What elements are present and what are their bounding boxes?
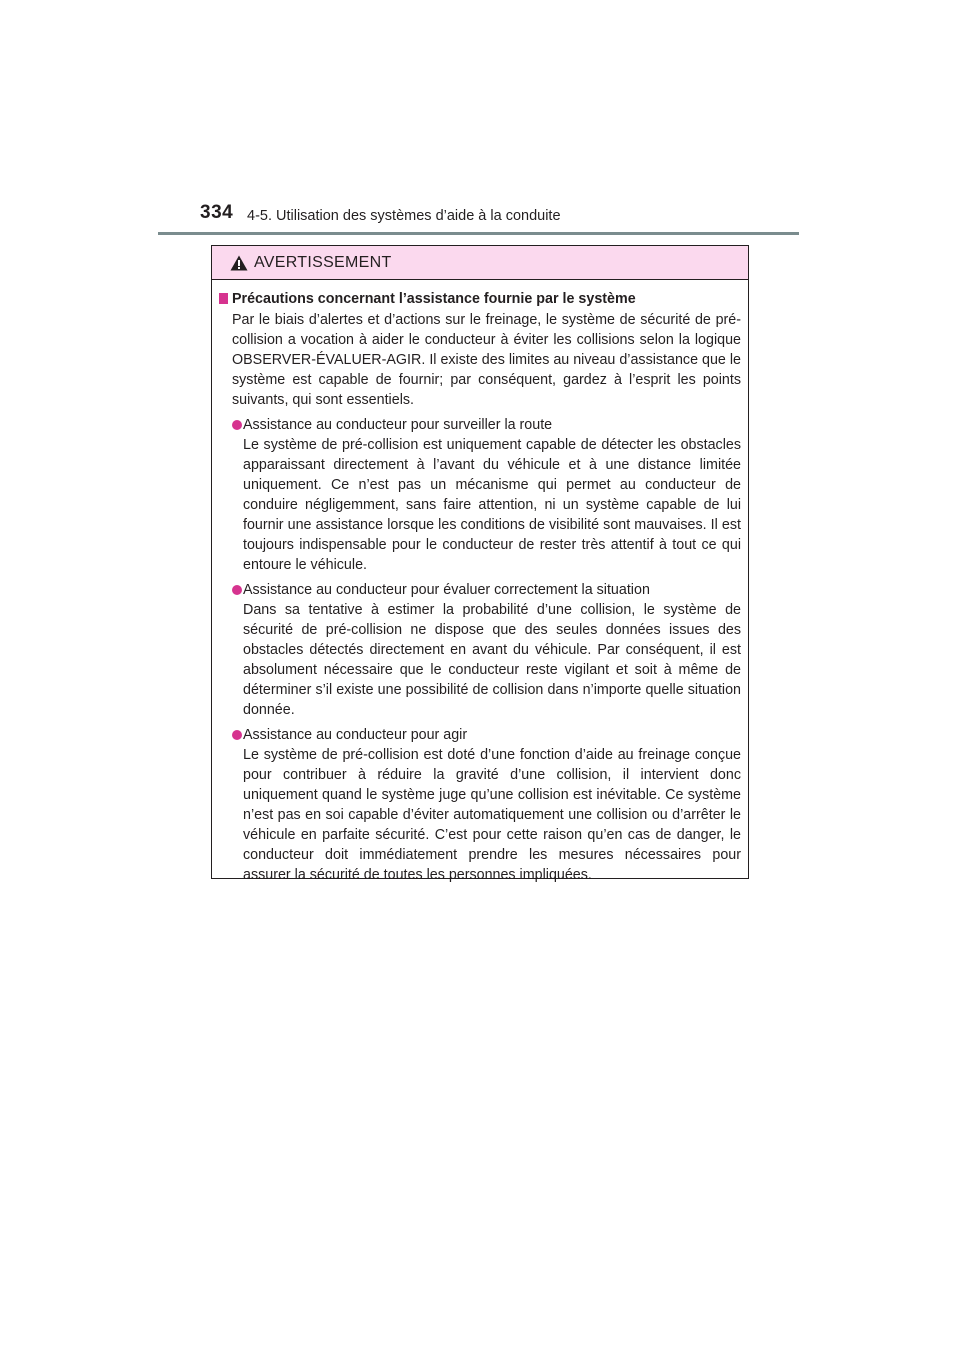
list-item-title: Assistance au conducteur pour agir [243,727,468,743]
page-number: 334 [200,202,234,223]
list-item-title: Assistance au conducteur pour évaluer correctement la situation [243,582,650,598]
header-rule [158,232,799,235]
circle-bullet-icon [232,730,242,740]
warning-box [211,245,749,883]
circle-bullet-icon [232,420,242,430]
warning-title: AVERTISSEMENT [254,254,392,271]
square-bullet-icon [219,293,228,304]
list-item [218,580,741,720]
warning-subheading [218,289,741,309]
warning-intro: Par le biais d’alertes et d’actions sur le freinage, le système de sécurité de pré-collision a vocation à aider le conducteur à éviter les collisions selon la logique OBSERVER-ÉVALUER-AGIR. Il existe des limites au niveau d’assistance que le système est capable de fournir; par conséquent, gardez à l’esprit les points suivants, qui sont essentiels. [232,312,741,408]
warning-subheading-text: Précautions concernant l’assistance fournie par le système [232,291,636,307]
circle-bullet-icon [232,585,242,595]
list-item-text: Le système de pré-collision est doté d’une fonction d’aide au freinage conçue pour contribuer à réduire la gravité d’une collision, il intervient donc uniquement quand le système juge qu’une collision est inévitable. Ce système n’est pas en soi capable d’éviter automatiquement une collision ou d’arrêter le véhicule en parfaite sécurité. C’est pour cette raison qu’en cas de danger, le conducteur doit immédiatement prendre les mesures nécessaires pour assurer la sécurité de toutes les personnes impliquées. [243,747,741,883]
warning-body [212,280,748,885]
list-item-text: Le système de pré-collision est uniquement capable de détecter les obstacles apparaissant directement à l’avant du véhicule et à une distance limitée uniquement. Ce n’est pas un mécanisme qui permet au conducteur de conduire négligemment, sans faire attention, ni un système capable de lui fournir une assistance lorsque les conditions de visibilité sont mauvaises. Il est toujours indispensable pour le conducteur de rester très attentif à tout ce qui entoure le véhicule. [243,437,741,573]
list-item-text: Dans sa tentative à estimer la probabilité d’une collision, le système de sécurité de pré-collision ne dispose que des seules données issues des obstacles détectés directement en avant du véhicule. Par conséquent, il est absolument nécessaire que le conducteur reste vigilant et soit à même de déterminer s’il existe une possibilité de collision dans n’importe quelle situation donnée. [243,602,741,718]
list-item [218,415,741,575]
warning-triangle-icon [230,255,248,271]
section-title: 4-5. Utilisation des systèmes d’aide à la conduite [247,208,561,224]
list-item-title: Assistance au conducteur pour surveiller la route [243,417,553,433]
list-item [218,725,741,885]
warning-header [212,246,748,280]
